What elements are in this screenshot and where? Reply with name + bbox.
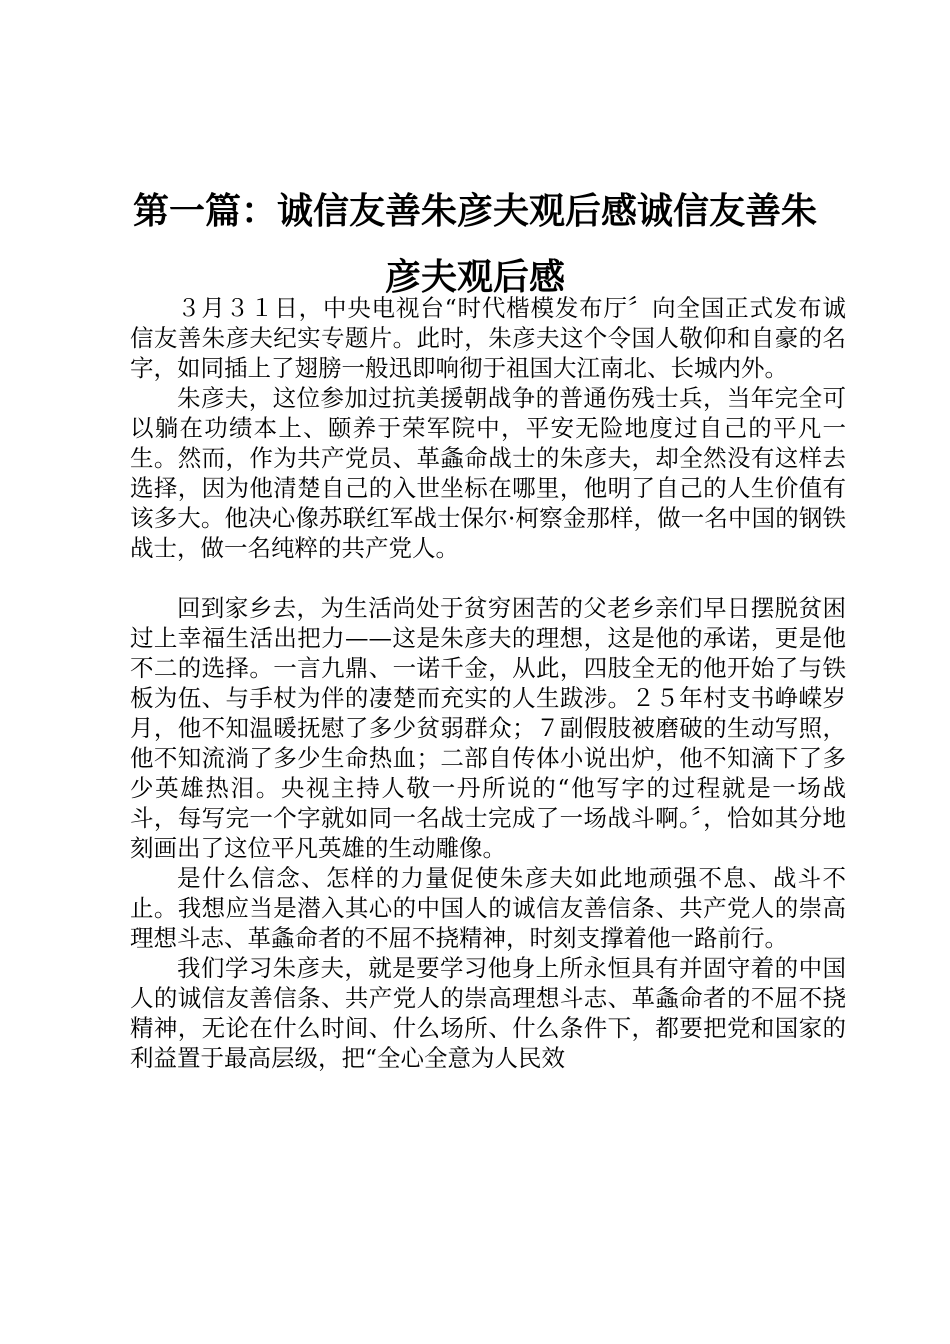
paragraph: 我们学习朱彦夫，就是要学习他身上所永恒具有并固守着的中国人的诚信友善信条、共产党人的崇高理想斗志、革螽命者的不屈不挠精神，无论在什么时间、什么场所、什么条件下，都要把党和国家的利益置于最高层级，把“全心全意为人民效 <box>130 954 846 1072</box>
paragraph: 回到家乡去，为生活尚处于贫穷困苦的父老乡亲们早日摆脱贫困过上幸福生活出把力——这是朱彦夫的理想，这是他的承诺，更是他不二的选择。一言九鼎、一诺千金，从此，四肢全无的他开始了与铁板为伍、与手杖为伴的凄楚而充实的人生跋涉。２５年村支书峥嵘岁月，他不知温暖抚慰了多少贫弱群众；７副假肢被磨破的生动写照，他不知流淌了多少生命热血；二部自传体小说出炉，他不知滴下了多少英雄热泪。央视主持人敬一丹所说的“他写字的过程就是一场战斗，每写完一个字就如同一名战士完成了一场战斗啊。〞，恰如其分地刻画出了这位平凡英雄的生动雕像。 <box>130 594 846 862</box>
document-body <box>130 293 846 1073</box>
paragraph: 朱彦夫，这位参加过抗美援朝战争的普通伤残士兵，当年完全可以躺在功绩本上、颐养于荣军院中，平安无险地度过自己的平凡一生。然而，作为共产党员、革螽命战士的朱彦夫，却全然没有这样去选择，因为他清楚自己的入世坐标在哪里，他明了自己的人生价值有该多大。他决心像苏联红军战士保尔·柯察金那样，做一名中国的钢铁战士，做一名纯粹的共产党人。 <box>130 384 846 562</box>
paragraph: 是什么信念、怎样的力量促使朱彦夫如此地顽强不息、战斗不止。我想应当是潜入其心的中国人的诚信友善信条、共产党人的崇高理想斗志、革螽命者的不屈不挠精神，时刻支撑着他一路前行。 <box>130 864 846 952</box>
paragraph: ３月３１日，中央电视台“时代楷模发布厅〞向全国正式发布诚信友善朱彦夫纪实专题片。此时，朱彦夫这个令国人敬仰和自豪的名字，如同插上了翅膀一般迅即响彻于祖国大江南北、长城内外。 <box>130 294 846 382</box>
document-title: 第一篇：诚信友善朱彦夫观后感诚信友善朱彦夫观后感 <box>132 190 817 298</box>
